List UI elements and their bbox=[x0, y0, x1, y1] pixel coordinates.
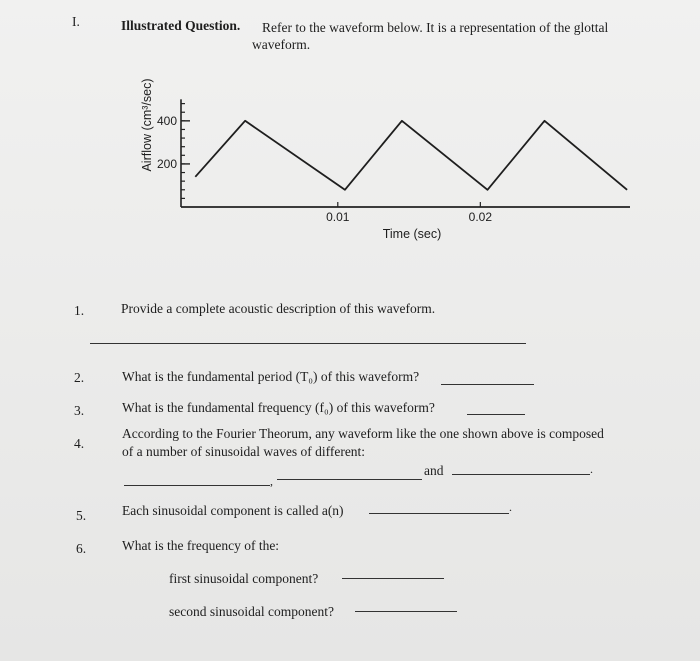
question-2-number: 2. bbox=[74, 370, 85, 385]
question-6-number: 6. bbox=[76, 541, 87, 556]
question-4-and-word: and bbox=[424, 463, 444, 478]
section-instruction-line1: Refer to the waveform below. It is a representation of the glottal bbox=[262, 20, 609, 35]
question-3-text: What is the fundamental frequency (f₀) of this waveform? bbox=[122, 400, 435, 415]
question-4-period: . bbox=[590, 462, 593, 476]
question-3-answer-line[interactable] bbox=[467, 414, 525, 415]
x-tick-label-1: 0.02 bbox=[468, 210, 493, 224]
section-number: I. bbox=[72, 14, 80, 29]
question-6-sub2-text: second sinusoidal component? bbox=[169, 604, 334, 619]
question-2-text: What is the fundamental period (T₀) of this waveform? bbox=[122, 369, 420, 384]
question-1-answer-line[interactable] bbox=[90, 343, 526, 344]
question-3-number: 3. bbox=[74, 403, 85, 418]
question-4-answer-line-3[interactable] bbox=[452, 474, 590, 475]
question-5-number: 5. bbox=[76, 508, 87, 523]
y-tick-label-400: 400 bbox=[156, 113, 177, 128]
question-6-text: What is the frequency of the: bbox=[122, 538, 280, 553]
question-4-comma: , bbox=[270, 474, 273, 488]
y-axis-label: Airflow (cm³/sec) bbox=[140, 78, 154, 172]
question-5-answer-line[interactable] bbox=[369, 513, 509, 514]
waveform-line-0 bbox=[195, 121, 627, 190]
x-tick-label-0: 0.01 bbox=[326, 210, 350, 224]
question-5-text: Each sinusoidal component is called a(n) bbox=[122, 503, 344, 518]
question-4-text-line2: of a number of sinusoidal waves of different: bbox=[122, 444, 366, 459]
question-1-text: Provide a complete acoustic description of this waveform. bbox=[121, 301, 436, 316]
question-2-answer-line[interactable] bbox=[441, 384, 534, 385]
x-axis-label: Time (sec) bbox=[382, 227, 442, 241]
y-tick-label-200: 200 bbox=[156, 156, 177, 171]
question-5-period: . bbox=[509, 500, 512, 514]
question-6-sub1-text: first sinusoidal component? bbox=[169, 571, 319, 586]
section-title: Illustrated Question. bbox=[121, 18, 241, 33]
section-instruction-line2: waveform. bbox=[252, 37, 311, 52]
question-4-number: 4. bbox=[74, 436, 85, 451]
question-4-text-line1: According to the Fourier Theorum, any waveform like the one shown above is composed bbox=[122, 426, 604, 441]
question-4-answer-line-1[interactable] bbox=[124, 485, 270, 486]
question-6-sub1-answer-line[interactable] bbox=[342, 578, 444, 579]
question-1-number: 1. bbox=[74, 303, 85, 318]
question-6-sub2-answer-line[interactable] bbox=[355, 611, 457, 612]
question-4-answer-line-2[interactable] bbox=[277, 479, 422, 480]
